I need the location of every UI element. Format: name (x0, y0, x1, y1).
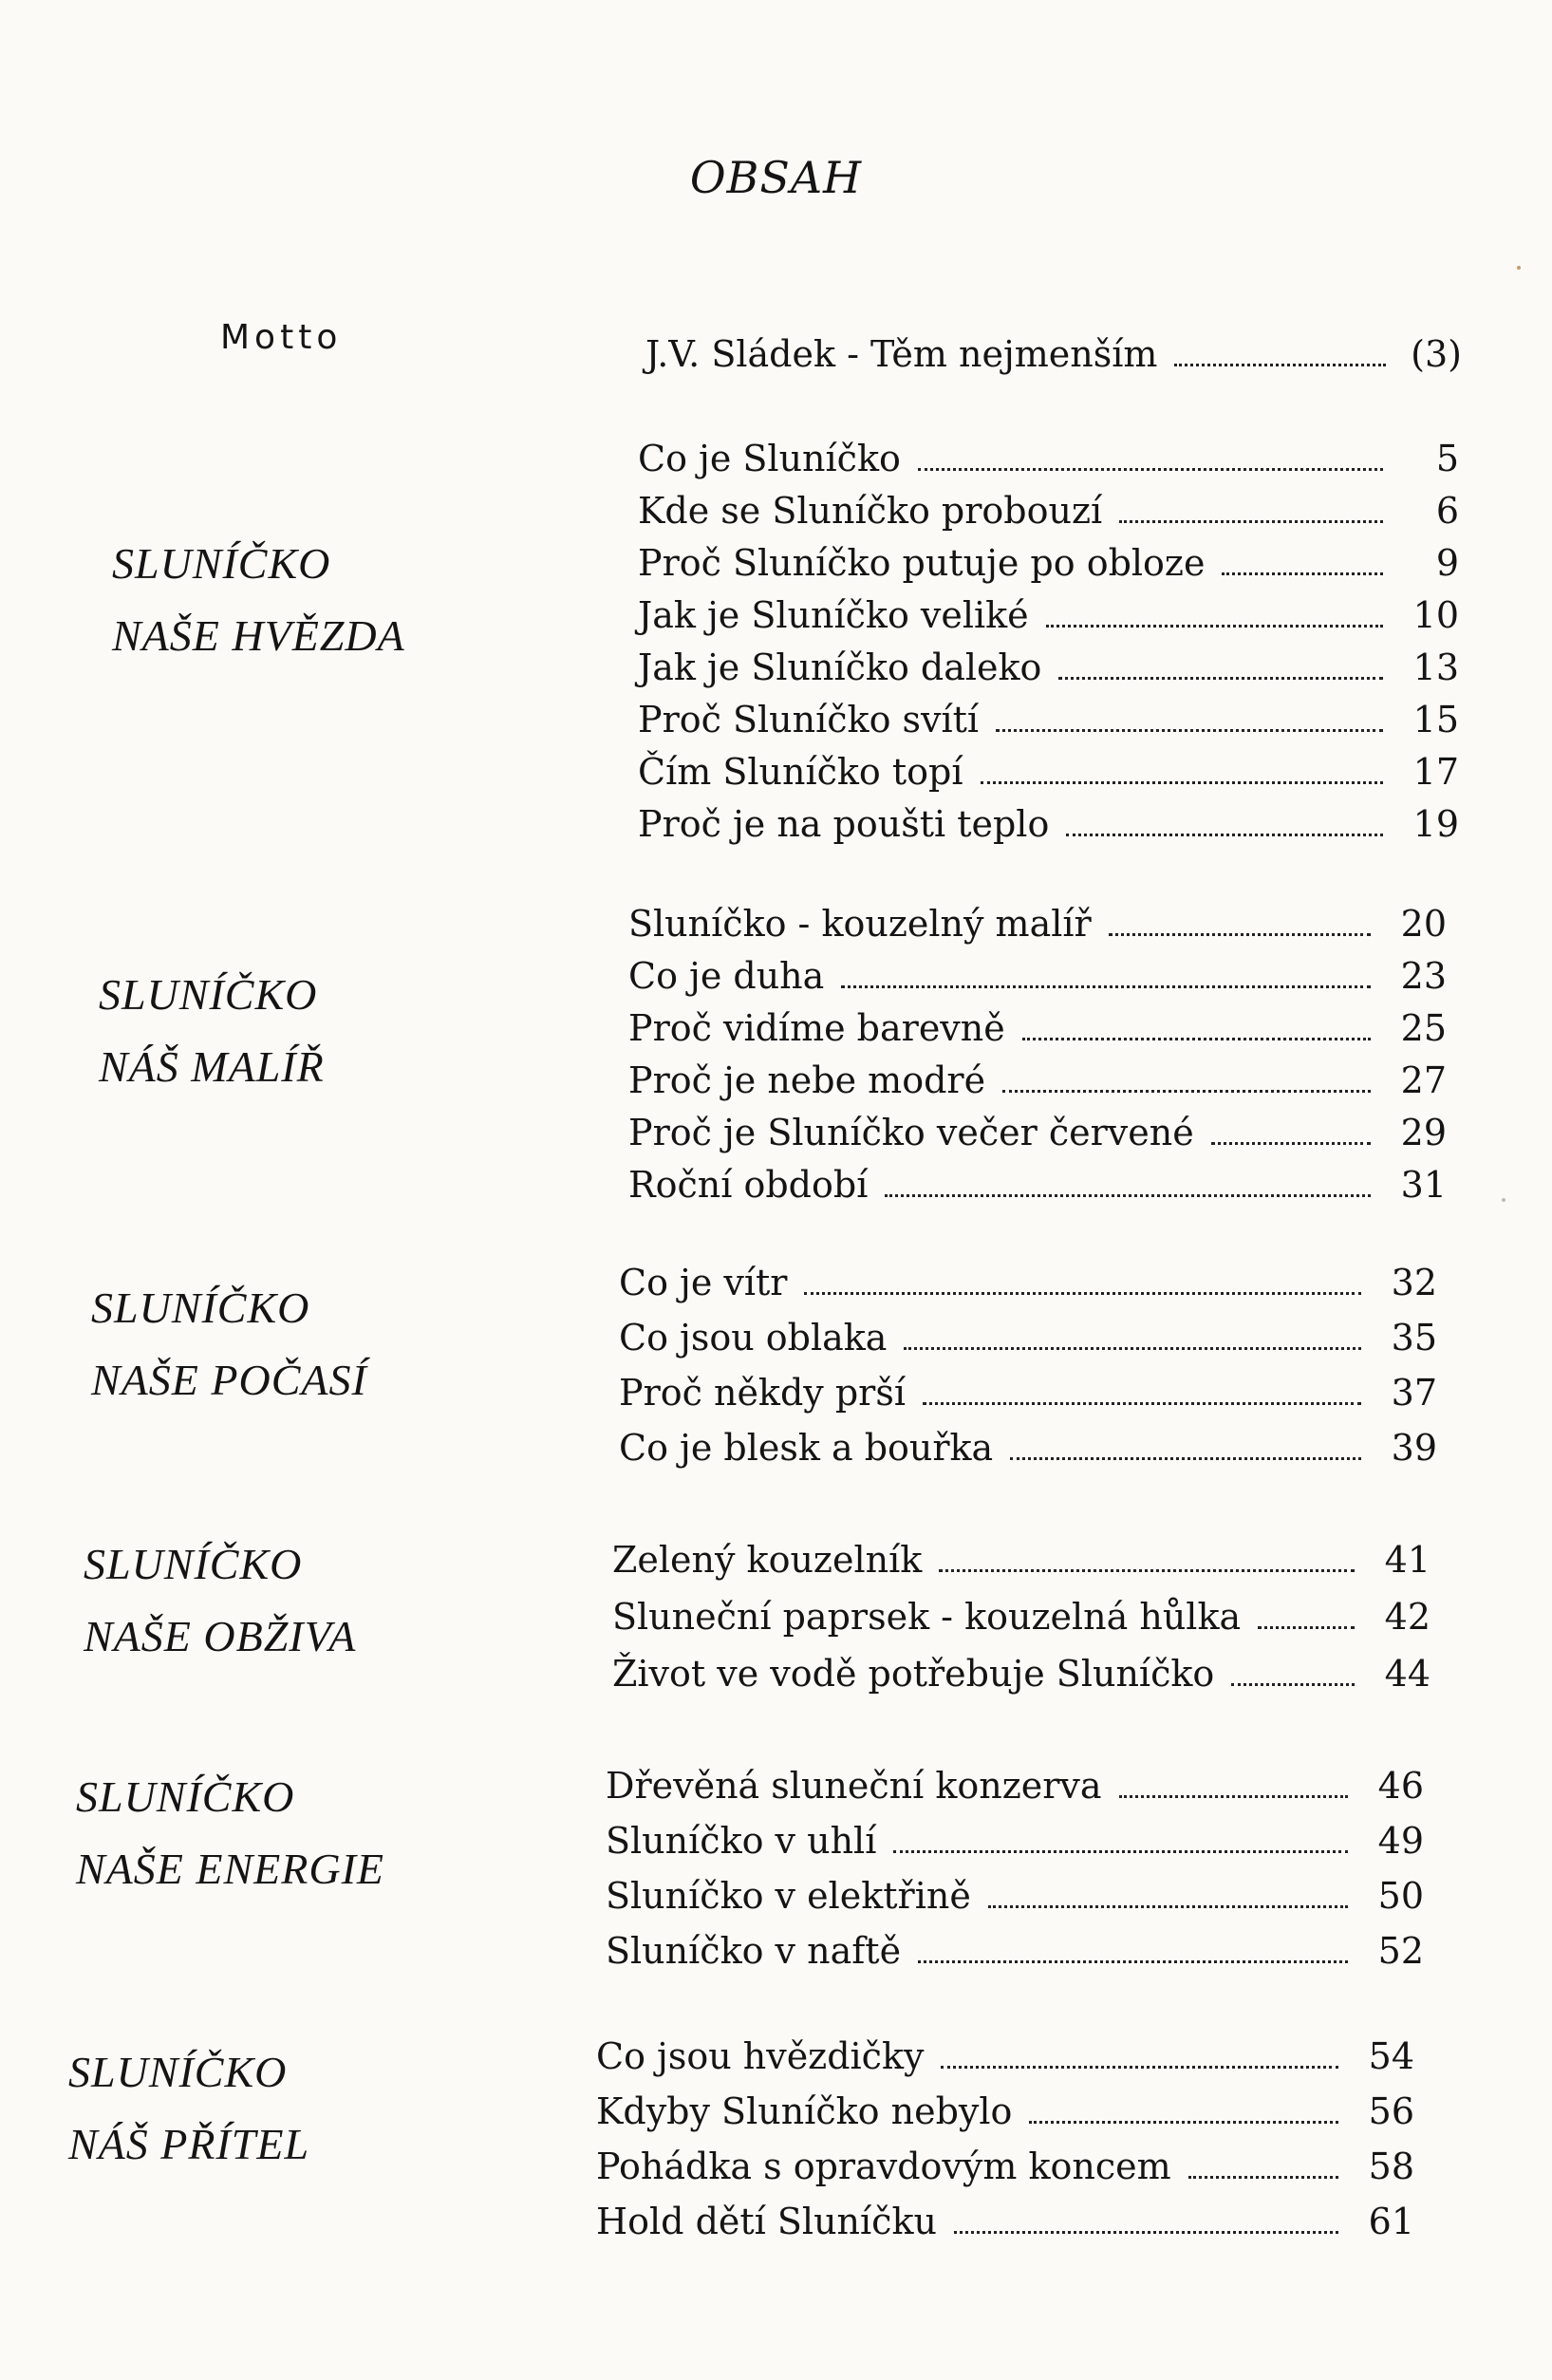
dot-leader (904, 1347, 1361, 1350)
dot-leader (1174, 364, 1386, 366)
toc-entry (606, 1917, 1424, 1972)
entry-page: 13 (1412, 647, 1459, 688)
dot-leader (981, 781, 1383, 784)
entry-page: 41 (1384, 1539, 1430, 1581)
entry-page: 61 (1368, 2201, 1414, 2242)
dot-leader (1211, 1142, 1371, 1145)
entry-page: 27 (1400, 1059, 1447, 1101)
entry-page: 29 (1400, 1112, 1447, 1153)
section-entries (638, 427, 1459, 845)
entry-title: Roční období (628, 1164, 869, 1206)
motto-entries (645, 323, 1462, 375)
dot-leader (941, 2066, 1338, 2069)
dot-leader (1109, 933, 1371, 936)
entry-title: Sluneční paprsek - kouzelná hůlka (612, 1596, 1242, 1638)
dot-leader (1066, 834, 1383, 836)
section-heading-line2: NÁŠ PŘÍTEL (68, 2120, 310, 2168)
motto-label: Motto (220, 318, 343, 357)
entry-page: 49 (1377, 1820, 1424, 1862)
entry-page: 17 (1412, 751, 1459, 793)
entry-title: Co je Sluníčko (638, 438, 901, 479)
entry-title: Proč je nebe modré (628, 1059, 986, 1101)
toc-entry (628, 997, 1447, 1049)
entry-title: Kde se Sluníčko probouzí (638, 490, 1103, 532)
section-entries (628, 892, 1447, 1206)
entry-title: Proč je Sluníčko večer červené (628, 1112, 1194, 1153)
entry-page: 46 (1377, 1765, 1424, 1807)
entry-title: Jak je Sluníčko daleko (638, 647, 1042, 688)
toc-entry (596, 2187, 1414, 2242)
dot-leader (1058, 677, 1383, 680)
scan-speck (1502, 1198, 1505, 1202)
entry-title: Dřevěná sluneční konzerva (606, 1765, 1102, 1807)
entry-title: Co je vítr (619, 1262, 788, 1303)
dot-leader (1029, 2121, 1338, 2124)
dot-leader (988, 1905, 1348, 1908)
entry-title: J.V. Sládek - Těm nejmenším (645, 333, 1158, 375)
toc-entry (596, 2132, 1414, 2187)
section-heading-line1: SLUNÍČKO (91, 1284, 310, 1332)
entry-title: Co je duha (628, 955, 825, 997)
entry-title: Zelený kouzelník (612, 1539, 923, 1581)
toc-entry (596, 2077, 1414, 2132)
toc-entry (628, 1153, 1447, 1206)
dot-leader (923, 1402, 1361, 1405)
entry-page: 42 (1384, 1596, 1430, 1638)
toc-entry (638, 427, 1459, 479)
entry-title: Proč Sluníčko putuje po obloze (638, 542, 1206, 584)
section-heading-line1: SLUNÍČKO (99, 970, 318, 1019)
section-entries (619, 1248, 1437, 1469)
dot-leader (1188, 2176, 1338, 2179)
toc-entry (619, 1303, 1437, 1359)
section-heading (112, 528, 644, 672)
toc-entry (619, 1359, 1437, 1414)
section-entries (612, 1524, 1430, 1695)
toc-entry (612, 1524, 1430, 1581)
section-heading-line1: SLUNÍČKO (84, 1540, 303, 1588)
dot-leader (1119, 520, 1383, 523)
entry-page: 6 (1435, 490, 1459, 532)
entry-page: 15 (1412, 699, 1459, 740)
dot-leader (1046, 625, 1383, 628)
entry-page: 50 (1377, 1875, 1424, 1917)
toc-entry (638, 584, 1459, 636)
entry-title: Proč někdy prší (619, 1372, 906, 1414)
entry-title: Sluníčko v elektřině (606, 1875, 971, 1917)
entry-page: 19 (1412, 803, 1459, 845)
toc-entry (628, 1101, 1447, 1153)
dot-leader (918, 468, 1383, 471)
dot-leader (1002, 1090, 1371, 1093)
entry-title: Sluníčko v uhlí (606, 1820, 877, 1862)
toc-entry (606, 1752, 1424, 1807)
toc-entry (606, 1807, 1424, 1862)
entry-page: 31 (1400, 1164, 1447, 1206)
dot-leader (893, 1850, 1348, 1853)
entry-page: 10 (1412, 594, 1459, 636)
section-heading (68, 2036, 600, 2181)
entry-page: (3) (1411, 333, 1462, 375)
entry-title: Čím Sluníčko topí (638, 751, 963, 793)
entry-page: 25 (1400, 1007, 1447, 1049)
toc-entry (628, 892, 1447, 945)
entry-page: 58 (1368, 2146, 1414, 2187)
entry-page: 52 (1377, 1930, 1424, 1972)
dot-leader (939, 1569, 1355, 1572)
section-heading-line2: NAŠE POČASÍ (91, 1356, 367, 1404)
section-heading-line2: NÁŠ MALÍŘ (99, 1042, 325, 1091)
entry-title: Co jsou oblaka (619, 1317, 888, 1359)
dot-leader (1231, 1683, 1355, 1686)
section-heading-line2: NAŠE ENERGIE (76, 1845, 384, 1893)
entry-title: Proč je na poušti teplo (638, 803, 1050, 845)
section-heading-line1: SLUNÍČKO (68, 2048, 288, 2096)
toc-entry (628, 1049, 1447, 1101)
toc-entry (628, 945, 1447, 997)
entry-title: Pohádka s opravdovým koncem (596, 2146, 1171, 2187)
section-entries (596, 2022, 1414, 2242)
page-title: OBSAH (689, 152, 863, 203)
entry-title: Jak je Sluníčko veliké (638, 594, 1029, 636)
toc-entry (619, 1248, 1437, 1303)
toc-entry (638, 532, 1459, 584)
toc-entry (645, 323, 1462, 375)
entry-title: Proč Sluníčko svítí (638, 699, 980, 740)
toc-entry (612, 1581, 1430, 1638)
entry-page: 32 (1391, 1262, 1437, 1303)
entry-title: Sluníčko - kouzelný malíř (628, 903, 1092, 945)
dot-leader (954, 2231, 1338, 2234)
toc-entry (612, 1638, 1430, 1695)
entry-page: 5 (1435, 438, 1459, 479)
section-heading (99, 959, 630, 1103)
entry-page: 39 (1391, 1427, 1437, 1469)
entry-page: 9 (1435, 542, 1459, 584)
entry-title: Co je blesk a bouřka (619, 1427, 994, 1469)
scan-speck (1517, 266, 1521, 270)
toc-entry (596, 2022, 1414, 2077)
dot-leader (1010, 1457, 1361, 1460)
entry-page: 23 (1400, 955, 1447, 997)
toc-entry (638, 479, 1459, 532)
section-heading-line2: NAŠE OBŽIVA (84, 1612, 357, 1660)
dot-leader (996, 729, 1383, 732)
entry-title: Proč vidíme barevně (628, 1007, 1005, 1049)
section-heading (84, 1528, 615, 1673)
dot-leader (1258, 1626, 1355, 1629)
section-heading-line1: SLUNÍČKO (76, 1772, 295, 1821)
toc-entry (606, 1862, 1424, 1917)
dot-leader (885, 1194, 1371, 1197)
entry-title: Život ve vodě potřebuje Sluníčko (612, 1653, 1215, 1695)
toc-entry (638, 636, 1459, 688)
section-heading (76, 1761, 608, 1905)
entry-title: Co jsou hvězdičky (596, 2035, 925, 2077)
section-heading-line1: SLUNÍČKO (112, 539, 331, 588)
dot-leader (1222, 572, 1383, 575)
dot-leader (1022, 1038, 1371, 1040)
dot-leader (1119, 1795, 1348, 1798)
toc-entry (638, 793, 1459, 845)
toc-entry (619, 1414, 1437, 1469)
toc-entry (638, 740, 1459, 793)
dot-leader (841, 985, 1371, 988)
section-heading-line2: NAŠE HVĚZDA (112, 611, 405, 660)
toc-entry (638, 688, 1459, 740)
entry-title: Hold dětí Sluníčku (596, 2201, 937, 2242)
entry-page: 56 (1368, 2090, 1414, 2132)
dot-leader (918, 1960, 1348, 1963)
entry-page: 44 (1384, 1653, 1430, 1695)
entry-page: 37 (1391, 1372, 1437, 1414)
section-entries (606, 1752, 1424, 1972)
entry-title: Sluníčko v naftě (606, 1930, 902, 1972)
entry-title: Kdyby Sluníčko nebylo (596, 2090, 1013, 2132)
entry-page: 54 (1368, 2035, 1414, 2077)
dot-leader (804, 1292, 1361, 1295)
entry-page: 20 (1400, 903, 1447, 945)
section-heading (91, 1272, 623, 1416)
entry-page: 35 (1391, 1317, 1437, 1359)
